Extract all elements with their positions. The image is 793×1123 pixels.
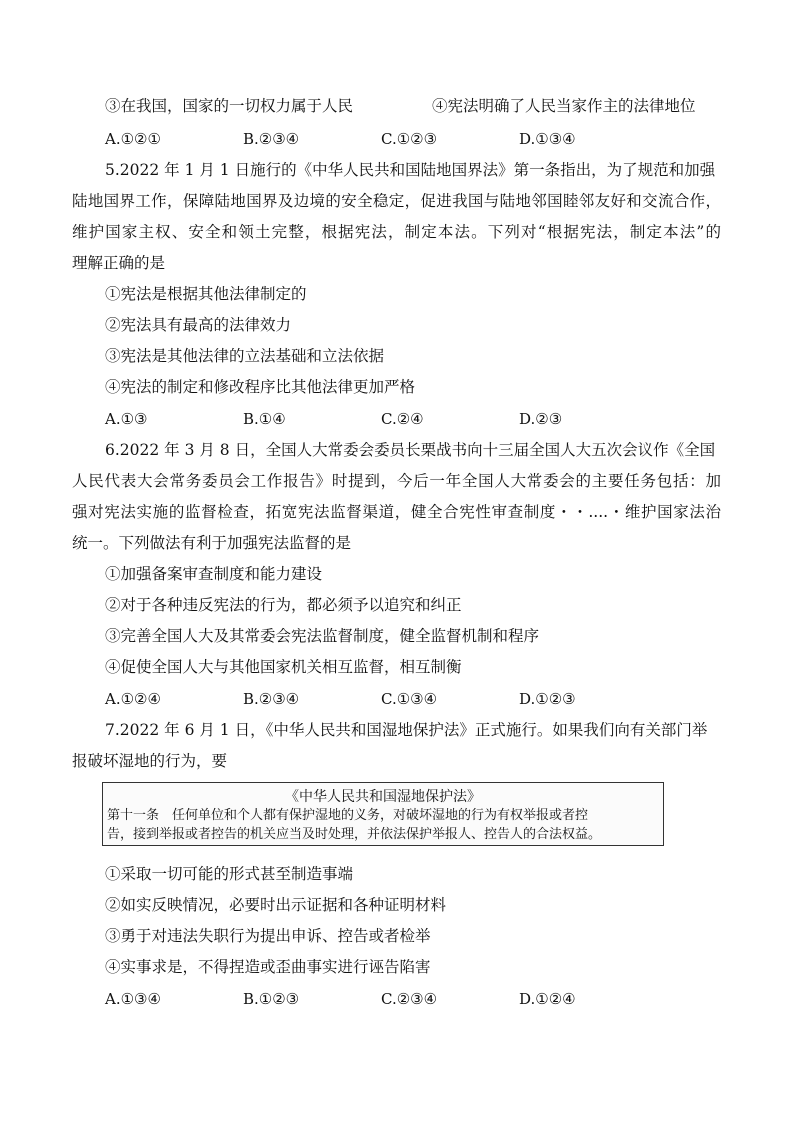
q6-statement-4: ④促使全国人大与其他国家机关相互监督，相互制衡 [105,658,462,676]
q6-stem-line-1: 6.2022 年 3 月 8 日，全国人大常委会委员长栗战书向十三届全国人大五次会议作《全国 [105,441,716,459]
q6-option-b: B.②③④ [243,690,300,708]
q7-statement-2: ②如实反映情况，必要时出示证据和各种证明材料 [105,896,447,914]
q5-stem-line-3: 维护国家主权、安全和领土完整，根据宪法，制定本法。下列对“根据宪法，制定本法”的 [72,223,721,241]
q7-stem-line-2: 报破坏湿地的行为，要 [72,752,228,770]
q5-option-d: D.②③ [519,410,563,428]
q4-option-d: D.①③④ [519,130,576,148]
q7-option-a: A.①③④ [105,990,161,1008]
q7-option-c: C.②③④ [381,990,438,1008]
q5-statement-2: ②宪法具有最高的法律效力 [105,316,292,334]
q4-option-a: A.①②① [105,130,161,148]
q5-option-c: C.②④ [381,410,424,428]
q6-option-a: A.①②④ [105,690,161,708]
q5-statement-3: ③宪法是其他法律的立法基础和立法依据 [105,347,385,365]
q5-stem-line-1: 5.2022 年 1 月 1 日施行的《中华人民共和国陆地国界法》第一条指出，为了规范和加强 [105,161,716,179]
q7-option-d: D.①②④ [519,990,576,1008]
q7-statement-3: ③勇于对违法失职行为提出申诉、控告或者检举 [105,927,431,945]
q4-option-c: C.①②③ [381,130,438,148]
q5-stem-line-4: 理解正确的是 [72,254,166,272]
q6-statement-1: ①加强备案审查制度和能力建设 [105,565,323,583]
q6-statement-2: ②对于各种违反宪法的行为，都必须予以追究和纠正 [105,596,462,614]
q7-stem-line-1: 7.2022 年 6 月 1 日，《中华人民共和国湿地保护法》正式施行。如果我们向有关部门举 [105,721,708,739]
q7-statement-1: ①采取一切可能的形式甚至制造事端 [105,865,354,883]
q5-option-a: A.①③ [105,410,148,428]
q5-statement-1: ①宪法是根据其他法律制定的 [105,285,307,303]
q6-statement-3: ③完善全国人大及其常委会宪法监督制度，健全监督机制和程序 [105,627,540,645]
q4-option-b: B.②③④ [243,130,300,148]
q7-statement-4: ④实事求是，不得捏造或歪曲事实进行诬告陷害 [105,958,431,976]
law-excerpt-line-1: 第十一条 任何单位和个人都有保护湿地的义务，对破坏湿地的行为有权举报或者控 [107,808,589,823]
q5-option-b: B.①④ [243,410,286,428]
q6-stem-line-4: 统一。下列做法有利于加强宪法监督的是 [72,534,352,552]
q4-statement-4: ④宪法明确了人民当家作主的法律地位 [432,97,696,115]
q6-option-d: D.①②③ [519,690,576,708]
q5-statement-4: ④宪法的制定和修改程序比其他法律更加严格 [105,378,416,396]
q6-stem-line-2: 人民代表大会常务委员会工作报告》时提到，今后一年全国人大常委会的主要任务包括：加 [72,472,721,490]
q5-stem-line-2: 陆地国界工作，保障陆地国界及边境的安全稳定，促进我国与陆地邻国睦邻友好和交流合作， [72,192,721,210]
law-excerpt-box [102,782,664,846]
q7-option-b: B.①②③ [243,990,300,1008]
q6-stem-line-3: 强对宪法实施的监督检查，拓宽宪法监督渠道，健全合宪性审查制度・・....・维护国家法治 [72,503,721,521]
law-excerpt-line-2: 告，接到举报或者控告的机关应当及时处理，并依法保护举报人、控告人的合法权益。 [107,827,602,842]
q4-statement-3: ③在我国，国家的一切权力属于人民 [105,97,354,115]
law-excerpt-title: 《中华人民共和国湿地保护法》 [285,789,481,805]
q6-option-c: C.①③④ [381,690,438,708]
